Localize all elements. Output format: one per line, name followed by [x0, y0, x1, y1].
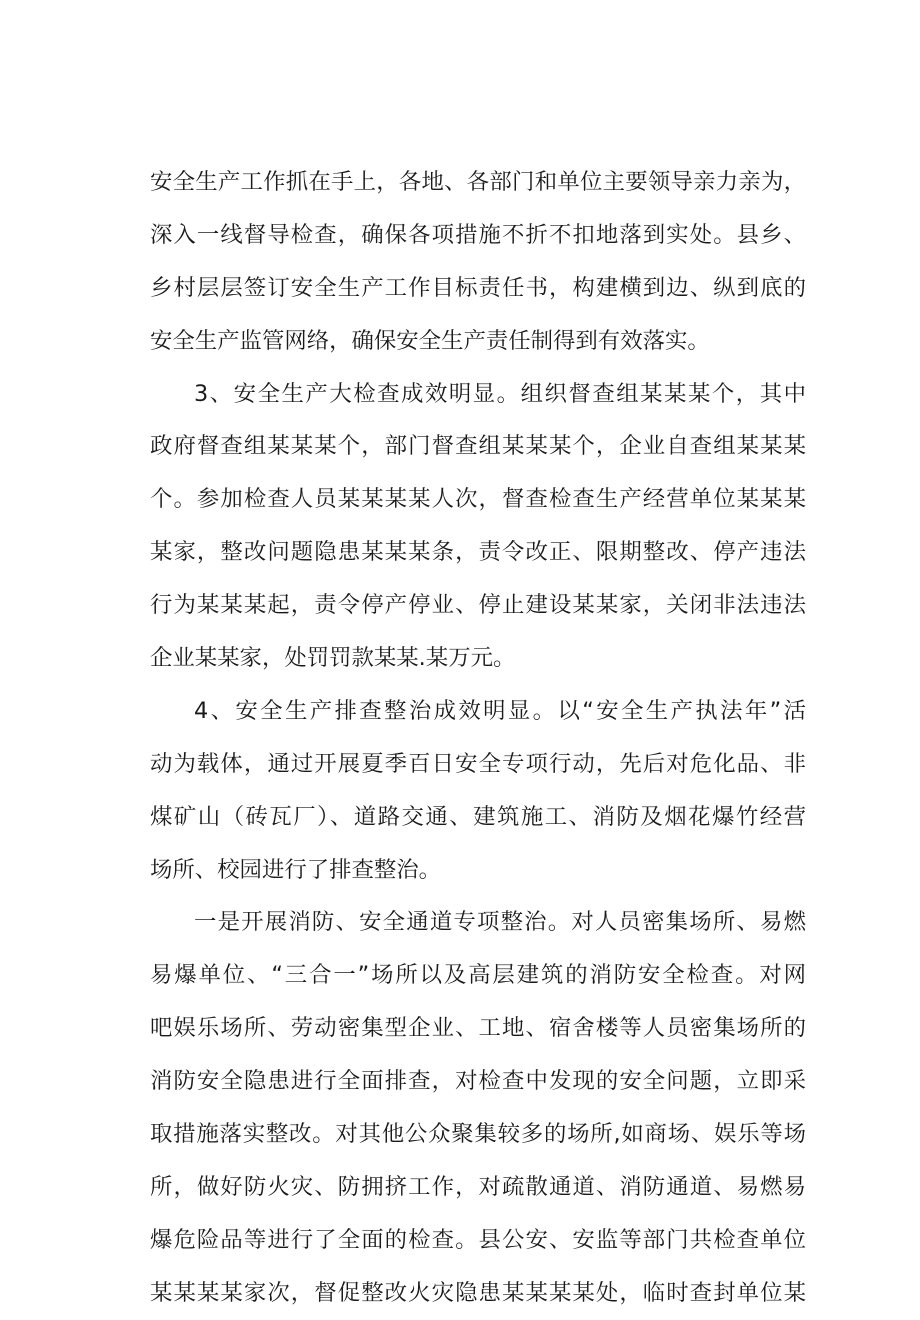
text-line: 3、安全生产大检查成效明显。组织督查组某某某个，其中: [194, 380, 806, 407]
text-line: 一是开展消防、安全通道专项整治。对人员密集场所、易燃: [194, 909, 806, 936]
text-line: 深入一线督导检查，确保各项措施不折不扣地落到实处。县乡、: [150, 221, 806, 248]
text-line: 企业某某家，处罚罚款某某.某万元。: [150, 645, 516, 672]
paragraph-3: [150, 685, 806, 897]
paragraph-4: [150, 896, 806, 1319]
text-line: 爆危险品等进行了全面的检查。县公安、安监等部门共检查单位: [150, 1226, 806, 1253]
paragraph-2: [150, 368, 806, 685]
text-line: 个。参加检查人员某某某某人次，督查检查生产经营单位某某某: [150, 486, 806, 513]
text-line: 4、安全生产排查整治成效明显。以“安全生产执法年”活: [194, 697, 806, 724]
text-line: 煤矿山（砖瓦厂）、道路交通、建筑施工、消防及烟花爆竹经营: [150, 803, 806, 830]
text-line: 吧娱乐场所、劳动密集型企业、工地、宿舍楼等人员密集场所的: [150, 1015, 806, 1042]
text-line: 某家，整改问题隐患某某某条，责令改正、限期整改、停产违法: [150, 539, 806, 566]
text-line: 安全生产工作抓在手上，各地、各部门和单位主要领导亲力亲为，: [150, 169, 806, 195]
document-body: [150, 156, 806, 1320]
text-line: 消防安全隐患进行全面排查，对检查中发现的安全问题，立即采: [150, 1068, 806, 1095]
text-line: 所，做好防火灾、防拥挤工作，对疏散通道、消防通道、易燃易: [150, 1173, 806, 1200]
text-line: 易爆单位、“三合一”场所以及高层建筑的消防安全检查。对网: [150, 962, 806, 989]
paragraph-1: [150, 156, 806, 368]
text-line: 取措施落实整改。对其他公众聚集较多的场所,如商场、娱乐等场: [150, 1121, 806, 1148]
text-line: 场所、校园进行了排查整治。: [150, 856, 442, 883]
text-line: 乡村层层签订安全生产工作目标责任书，构建横到边、纵到底的: [150, 274, 806, 301]
text-line: 安全生产监管网络，确保安全生产责任制得到有效落实。: [150, 327, 710, 354]
text-line: 政府督查组某某某个，部门督查组某某某个，企业自查组某某某: [150, 433, 806, 460]
text-line: 行为某某某起，责令停产停业、停止建设某某家，关闭非法违法: [150, 592, 806, 619]
text-line: 某某某某家次，督促整改火灾隐患某某某某处，临时查封单位某: [150, 1279, 806, 1306]
text-line: 动为载体，通过开展夏季百日安全专项行动，先后对危化品、非: [150, 750, 806, 777]
